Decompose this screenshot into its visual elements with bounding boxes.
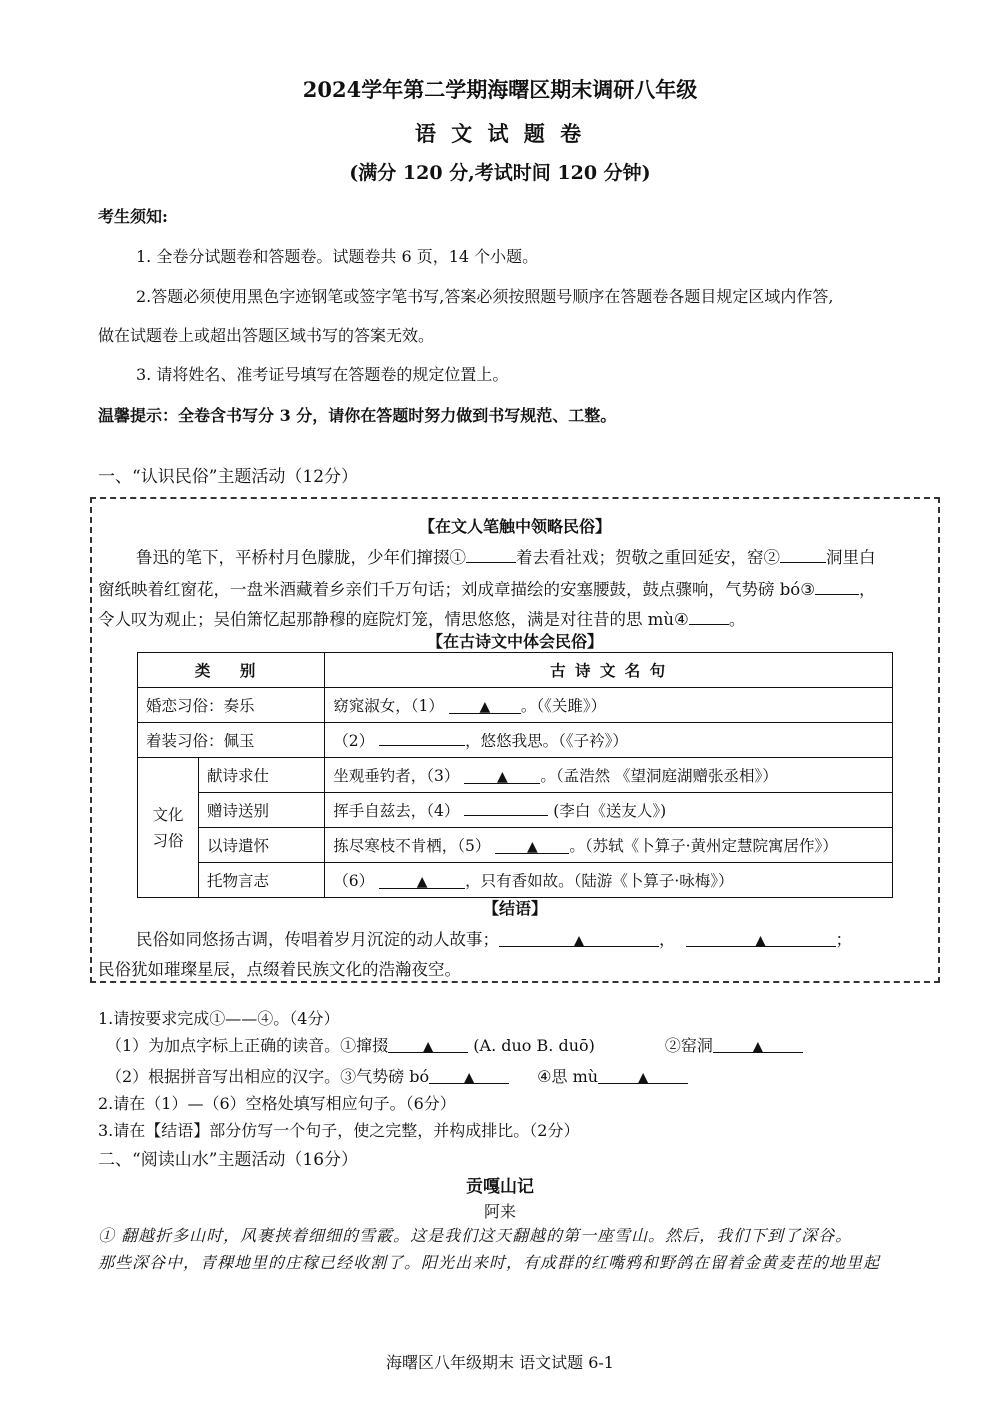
question-1-part-2 [106, 1064, 688, 1087]
header-lines: 古 诗 文 名 句 [325, 653, 893, 688]
conclusion-line-1 [136, 926, 852, 950]
page-footer: 海曙区八年级期末 语文试题 6-1 [386, 1353, 614, 1372]
notice-item-2-cont: 做在试题卷上或超出答题区域书写的答案无效。 [98, 326, 435, 345]
exam-title: 2024学年第二学期海曙区期末调研八年级 [302, 77, 698, 102]
conclusion-text: ； [835, 930, 852, 949]
conclusion-text: 民俗如同悠扬古调，传唱着岁月沉淀的动人故事； [136, 930, 499, 949]
answer-blank[interactable] [388, 1036, 468, 1053]
triangle-marker: ▲ [422, 1039, 434, 1055]
table-row [138, 793, 893, 828]
literary-paragraph-line-1 [136, 544, 876, 568]
blank-4[interactable] [689, 608, 729, 625]
question-1: 1.请按要求完成①——④。（4分） [98, 1009, 340, 1028]
section-1-heading: 一、“认识民俗”主题活动（12分） [98, 467, 359, 487]
row-line [325, 863, 893, 898]
answer-blank[interactable] [429, 1067, 509, 1084]
blank-1[interactable] [466, 546, 516, 563]
triangle-marker: ▲ [573, 933, 585, 949]
para-text: 令人叹为观止；吴伯箫忆起那静穆的庭院灯笼，情思悠悠，满是对往昔的思 mù④ [98, 610, 689, 629]
answer-blank[interactable] [464, 767, 540, 784]
passage-line-1: ① 翻越折多山时，风裹挟着细细的雪霰。这是我们这天翻越的第一座雪山。然后，我们下到了深谷。 [98, 1226, 853, 1245]
row-line [325, 723, 893, 758]
notice-heading: 考生须知: [98, 207, 168, 226]
triangle-marker: ▲ [526, 839, 538, 855]
answer-blank[interactable] [495, 837, 569, 854]
box-title-conclusion: 【结语】 [482, 899, 547, 918]
table-header-row [138, 653, 893, 688]
answer-blank[interactable] [464, 799, 548, 816]
triangle-marker: ▲ [416, 874, 428, 890]
group-label: 习俗 [152, 831, 184, 850]
literary-paragraph-line-3 [98, 606, 745, 630]
para-text: ， [859, 580, 876, 599]
line-text: (李白《送友人》) [553, 802, 667, 820]
triangle-marker: ▲ [755, 933, 766, 949]
blank-2[interactable] [780, 546, 826, 563]
question-1-part-1 [106, 1033, 803, 1056]
table-row [138, 758, 893, 793]
line-text: 窈窕淑女，（1） [333, 697, 444, 715]
row-line [325, 828, 893, 863]
question-text: （1）为加点字标上正确的读音。①撺掇 [106, 1036, 389, 1055]
row-category: 赠诗送别 [199, 793, 325, 828]
table-row [138, 723, 893, 758]
row-line [325, 758, 893, 793]
article-title: 贡嘎山记 [466, 1177, 534, 1197]
triangle-marker: ▲ [496, 769, 508, 785]
triangle-marker: ▲ [637, 1070, 649, 1086]
question-text: （2）根据拼音写出相应的汉字。③气势磅 bó [106, 1067, 430, 1086]
row-category: 着装习俗：佩玉 [138, 723, 325, 758]
answer-blank[interactable] [598, 1067, 688, 1084]
question-text: ②窑洞 [664, 1036, 713, 1055]
line-text: （2） [333, 732, 375, 750]
box-title-poetry: 【在古诗文中体会民俗】 [426, 632, 603, 651]
warm-tip: 温馨提示：全卷含书写分 3 分，请你在答题时努力做到书写规范、工整。 [98, 406, 617, 425]
line-text: 拣尽寒枝不肯栖，（5） [333, 837, 491, 855]
line-text: 。（苏轼《卜算子·黄州定慧院寓居作》） [569, 837, 838, 855]
answer-blank[interactable] [449, 697, 521, 714]
row-category: 婚恋习俗：奏乐 [138, 688, 325, 723]
para-text: 窗纸映着红窗花，一盘米酒藏着乡亲们千万句话；刘成章描绘的安塞腰鼓，鼓点骤响，气势磅 bó③ [98, 580, 816, 599]
para-text: 着去看社戏；贺敬之重回延安，窑② [516, 548, 780, 567]
section-2-heading: 二、“阅读山水”主题活动（16分） [98, 1150, 359, 1170]
conclusion-blank-2[interactable] [686, 930, 836, 947]
answer-blank[interactable] [379, 872, 465, 889]
row-category: 托物言志 [199, 863, 325, 898]
passage-line-2: 那些深谷中，青稞地里的庄稼已经收割了。阳光出来时，有成群的红嘴鸦和野鸽在留着金黄麦茬的地里起 [98, 1253, 881, 1272]
line-text: 。（孟浩然 《望洞庭湖赠张丞相》） [540, 767, 778, 785]
article-author: 阿来 [483, 1202, 516, 1221]
line-text: （6） [333, 872, 375, 890]
group-label: 文化 [152, 805, 184, 824]
row-category: 以诗遣怀 [199, 828, 325, 863]
conclusion-text: ， [659, 930, 676, 949]
notice-item-2: 2.答题必须使用黑色字迹钢笔或签字笔书写,答案必须按照题号顺序在答题卷各题目规定区域内作答, [136, 287, 834, 306]
line-text: 坐观垂钓者，（3） [333, 767, 460, 785]
answer-blank[interactable] [713, 1036, 803, 1053]
line-text: 挥手自兹去，（4） [333, 802, 460, 820]
conclusion-blank-1[interactable] [499, 930, 659, 947]
notice-item-1: 1. 全卷分试题卷和答题卷。试题卷共 6 页，14 个小题。 [136, 247, 539, 266]
line-text: 。（《关雎》） [520, 697, 607, 715]
line-text: ，只有香如故。（陆游《卜算子·咏梅》） [465, 872, 734, 890]
blank-3[interactable] [815, 578, 859, 595]
table-row [138, 688, 893, 723]
para-text: 鲁迅的笔下，平桥村月色朦胧，少年们撺掇① [136, 548, 466, 567]
box-title-literary: 【在文人笔触中领略民俗】 [418, 517, 611, 536]
question-3: 3.请在【结语】部分仿写一个句子，使之完整，并构成排比。（2分） [98, 1121, 580, 1140]
notice-item-3: 3. 请将姓名、准考证号填写在答题卷的规定位置上。 [136, 365, 509, 384]
row-line [325, 688, 893, 723]
row-line [325, 793, 893, 828]
question-2: 2.请在（1）—（6）空格处填写相应句子。（6分） [98, 1094, 456, 1113]
exam-subtitle: 语 文 试 题 卷 [414, 121, 586, 146]
row-category: 献诗求仕 [199, 758, 325, 793]
conclusion-line-2: 民俗犹如璀璨星辰，点缀着民族文化的浩瀚夜空。 [98, 960, 461, 979]
triangle-marker: ▲ [463, 1070, 475, 1086]
header-category: 类 别 [138, 653, 325, 688]
triangle-marker: ▲ [752, 1039, 764, 1055]
question-text: (A. duo B. duō) [473, 1036, 595, 1055]
para-text: 洞里白 [826, 548, 876, 567]
literary-paragraph-line-2 [98, 576, 876, 600]
score-info: (满分 120 分,考试时间 120 分钟) [349, 162, 651, 184]
table-row [138, 828, 893, 863]
culture-group [138, 758, 199, 898]
answer-blank[interactable] [379, 729, 465, 746]
poetry-table [137, 652, 893, 898]
question-text: ④思 mù [537, 1067, 599, 1086]
line-text: ，悠悠我思。（《子衿》） [465, 732, 628, 750]
triangle-marker: ▲ [479, 699, 491, 715]
para-text: 。 [728, 610, 746, 629]
table-row [138, 863, 893, 898]
